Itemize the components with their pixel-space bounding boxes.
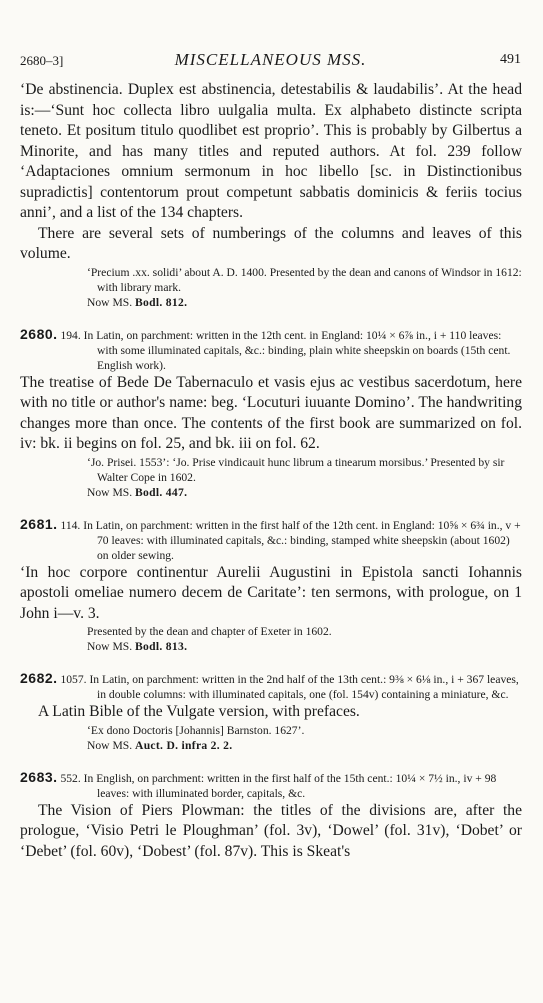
now-label: Now MS. [87, 640, 133, 653]
provenance-note: ‘Jo. Prisei. 1553’: ‘Jo. Prise vindicauit hunc librum a tinearum morsibus.’ Presented by sir Walter Cope in 1602. [87, 455, 505, 484]
provenance-note: ‘Ex dono Doctoris [Johannis] Barnston. 1627’. [87, 723, 305, 737]
running-header [20, 50, 521, 72]
entry-description: 114. In Latin, on parchment: written in the first half of the 12th cent. in England: 10⅝ × 6¾ in., v + 70 leaves: with illuminated capitals, &c.: binding, stamped white sheepskin (about 1602) on older sewing. [60, 518, 521, 562]
entry-range: 2680–3] [20, 53, 64, 68]
entry-text: The treatise of Bede De Tabernaculo et vasis ejus ac vestibus sacerdotum, here with no title or author's name: beg. ‘Locuturi iuuante Domino’. The handwriting changes more than once. The contents of the first book are summarized on fol. iv: bk. ii begins on fol. 25, and bk. iii on fol. 62. [20, 373, 522, 452]
entry-text: ‘In hoc corpore continentur Aurelii Augustini in Epistola sancti Iohannis apostoli omeliae numero decem de Caritate’: ten sermons, with prologue, on 1 John i—v. 3. [20, 563, 522, 622]
entry-number: 2683. [20, 768, 58, 785]
provenance-note: ‘Precium .xx. solidi’ about A. D. 1400. Presented by the dean and canons of Windsor in 1612: with library mark. [87, 265, 522, 294]
page-number: 491 [500, 52, 521, 67]
entry-2682 [20, 671, 522, 754]
entry-description: 194. In Latin, on parchment: written in the 12th cent. in England: 10¼ × 6⅞ in., i + 110 leaves: with some illuminated capitals, &c.: binding, plain white sheepskin on boards (15th cent. English work). [60, 328, 511, 372]
intro-paragraph: ‘De abstinencia. Duplex est abstinencia, detestabilis & laudabilis’. At the head is:—‘Sunt hoc collecta libro uulgalia multa. Ex alphabeto distincte scripta teneto. Et positum titulo quodlibet est proprio’. This is probably by Gilbertus a Minorite, and has many titles and reputed authors. At fol. 239 follow ‘Adaptaciones omnium sermonum in hoc libello [sc. in Distinctionibus supradictis] contentorum prout competunt sabbatis dominicis & feriis tocius anni’, and a list of the 134 chapters. [20, 81, 522, 221]
entry-2680 [20, 327, 522, 501]
shelfmark: Auct. D. infra 2. 2. [135, 738, 233, 752]
now-ms-line [20, 639, 522, 655]
entry-description: 1057. In Latin, on parchment: written in the 2nd half of the 13th cent.: 9⅜ × 6⅛ in., i + 367 leaves, in double columns: with illuminated capitals, one (fol. 154v) containing a miniature, &c. [60, 673, 519, 701]
now-ms-line [20, 738, 522, 754]
entry-number: 2681. [20, 515, 58, 532]
shelfmark: Bodl. 813. [135, 640, 188, 653]
entry-description: 552. In English, on parchment: written in the first half of the 15th cent.: 10¼ × 7½ in., iv + 98 leaves: with illuminated border, capitals, &c. [60, 771, 497, 800]
now-label: Now MS. [87, 485, 133, 499]
entry-heading [20, 770, 522, 801]
entry-number: 2682. [20, 670, 58, 686]
entry-number: 2680. [20, 325, 58, 342]
entry-2681 [20, 517, 522, 656]
now-label: Now MS. [87, 738, 133, 752]
shelfmark: Bodl. 447. [135, 485, 188, 499]
page-body [20, 80, 522, 862]
entry-heading [20, 327, 522, 373]
entry-heading [20, 671, 522, 702]
provenance-note: Presented by the dean and chapter of Exeter in 1602. [87, 625, 332, 638]
entry-2683 [20, 770, 522, 863]
now-label: Now MS. [87, 295, 133, 309]
entry-heading [20, 517, 522, 563]
entry-text: The Vision of Piers Plowman: the titles of the divisions are, after the prologue, ‘Visio Petri le Ploughman’ (fol. 3v), ‘Dowel’ (fol. 31v), ‘Dobet’ or ‘Debet’ (fol. 60v), ‘Dobest’ (fol. 87v). This is Skeat's [20, 801, 522, 860]
now-ms-line [20, 485, 522, 501]
shelfmark: Bodl. 812. [135, 295, 188, 309]
entry-text: A Latin Bible of the Vulgate version, with prefaces. [38, 703, 360, 720]
now-ms-line [20, 295, 522, 311]
section-title: MISCELLANEOUS MSS. [174, 50, 367, 69]
intro-paragraph-numbering: There are several sets of numberings of the columns and leaves of this volume. [20, 224, 522, 262]
